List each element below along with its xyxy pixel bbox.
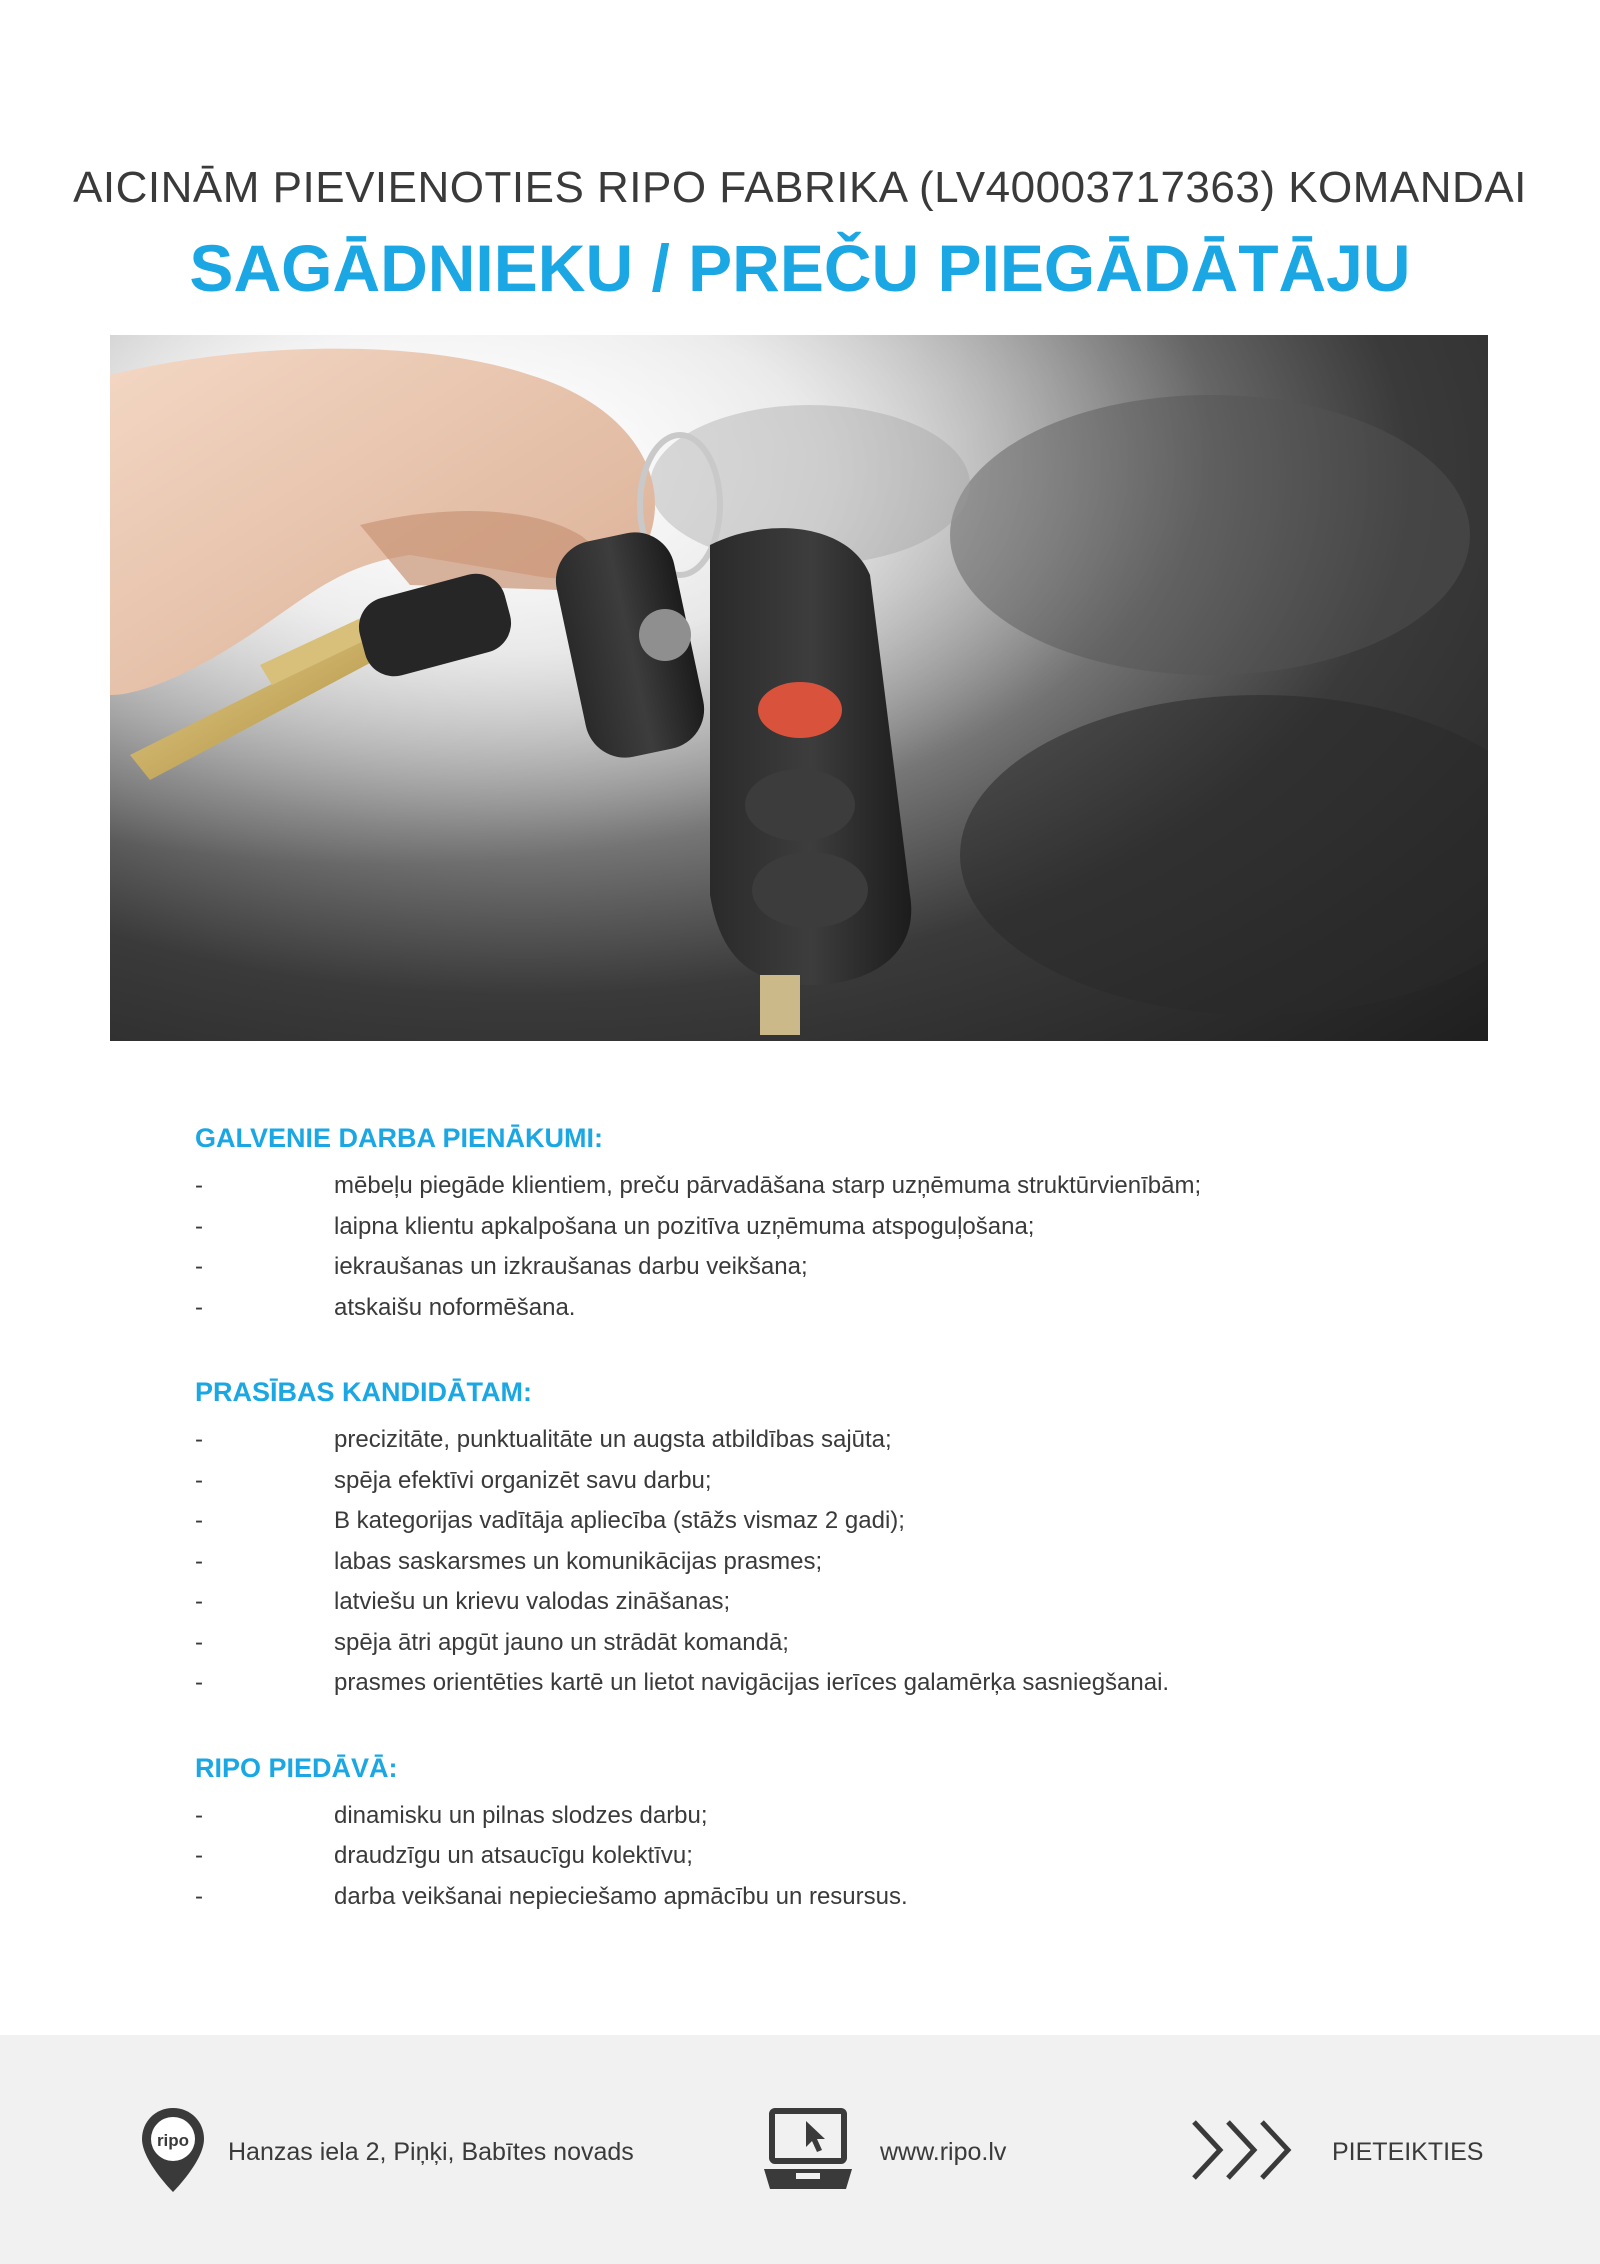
page-header bbox=[0, 160, 1600, 308]
laptop-cursor-icon bbox=[762, 2107, 854, 2198]
list-item: - precizitāte, punktualitāte un augsta atbildības sajūta; bbox=[195, 1426, 892, 1453]
section-title: RIPO PIEDĀVĀ: bbox=[195, 1752, 398, 1783]
list-item: - darba veikšanai nepieciešamo apmācību un resursus. bbox=[195, 1882, 908, 1910]
list-item: - B kategorijas vadītāja apliecība (stāžs vismaz 2 gadi); bbox=[195, 1507, 905, 1534]
section-offer bbox=[195, 1748, 1445, 1918]
hero-image-car-keys bbox=[110, 335, 1488, 1041]
list-item: - mēbeļu piegāde klientiem, preču pārvadāšana starp uzņēmuma struktūrvienībām; bbox=[195, 1172, 1202, 1199]
footer-address bbox=[140, 2107, 634, 2197]
list-item: - atskaišu noformēšana. bbox=[195, 1293, 576, 1321]
list-item: - prasmes orientēties kartē un lietot navigācijas ierīces galamērķa sasniegšanai. bbox=[195, 1669, 1170, 1696]
footer-apply[interactable] bbox=[1190, 2107, 1483, 2197]
offer-list bbox=[195, 1796, 1445, 1918]
duties-list bbox=[195, 1166, 1445, 1328]
svg-text:ripo: ripo bbox=[156, 2130, 190, 2150]
requirements-list bbox=[195, 1420, 1445, 1704]
list-item: - spēja efektīvi organizēt savu darbu; bbox=[195, 1466, 712, 1494]
apply-link[interactable]: PIETEIKTIES bbox=[1332, 2137, 1484, 2166]
footer bbox=[0, 2035, 1600, 2264]
section-title: PRASĪBAS KANDIDĀTAM: bbox=[195, 1377, 532, 1407]
section-duties bbox=[195, 1118, 1445, 1328]
list-item: - dinamisku un pilnas slodzes darbu; bbox=[195, 1801, 708, 1829]
list-item: - laipna klientu apkalpošana un pozitīva uzņēmuma atspoguļošana; bbox=[195, 1212, 1035, 1240]
section-title: GALVENIE DARBA PIENĀKUMI: bbox=[195, 1123, 604, 1153]
website-link[interactable]: www.ripo.lv bbox=[880, 2137, 1007, 2166]
job-title: SAGĀDNIEKU / PREČU PIEGĀDĀTĀJU bbox=[189, 231, 1411, 305]
triple-chevron-right-icon bbox=[1190, 2118, 1298, 2187]
list-item: - latviešu un krievu valodas zināšanas; bbox=[195, 1588, 731, 1615]
list-item: - labas saskarsmes un komunikācijas prasmes; bbox=[195, 1547, 823, 1575]
job-details bbox=[195, 1118, 1445, 1961]
footer-website bbox=[762, 2107, 1006, 2197]
address-text: Hanzas iela 2, Piņķi, Babītes novads bbox=[228, 2137, 634, 2166]
list-item: - spēja ātri apgūt jauno un strādāt komandā; bbox=[195, 1628, 789, 1656]
header-invitation: AICINĀM PIEVIENOTIES RIPO FABRIKA (LV40003717363) KOMANDAI bbox=[73, 163, 1527, 212]
list-item: - draudzīgu un atsaucīgu kolektīvu; bbox=[195, 1842, 693, 1869]
ripo-location-pin-icon bbox=[140, 2106, 206, 2199]
section-requirements bbox=[195, 1372, 1445, 1704]
list-item: - iekraušanas un izkraušanas darbu veikšana; bbox=[195, 1253, 808, 1280]
